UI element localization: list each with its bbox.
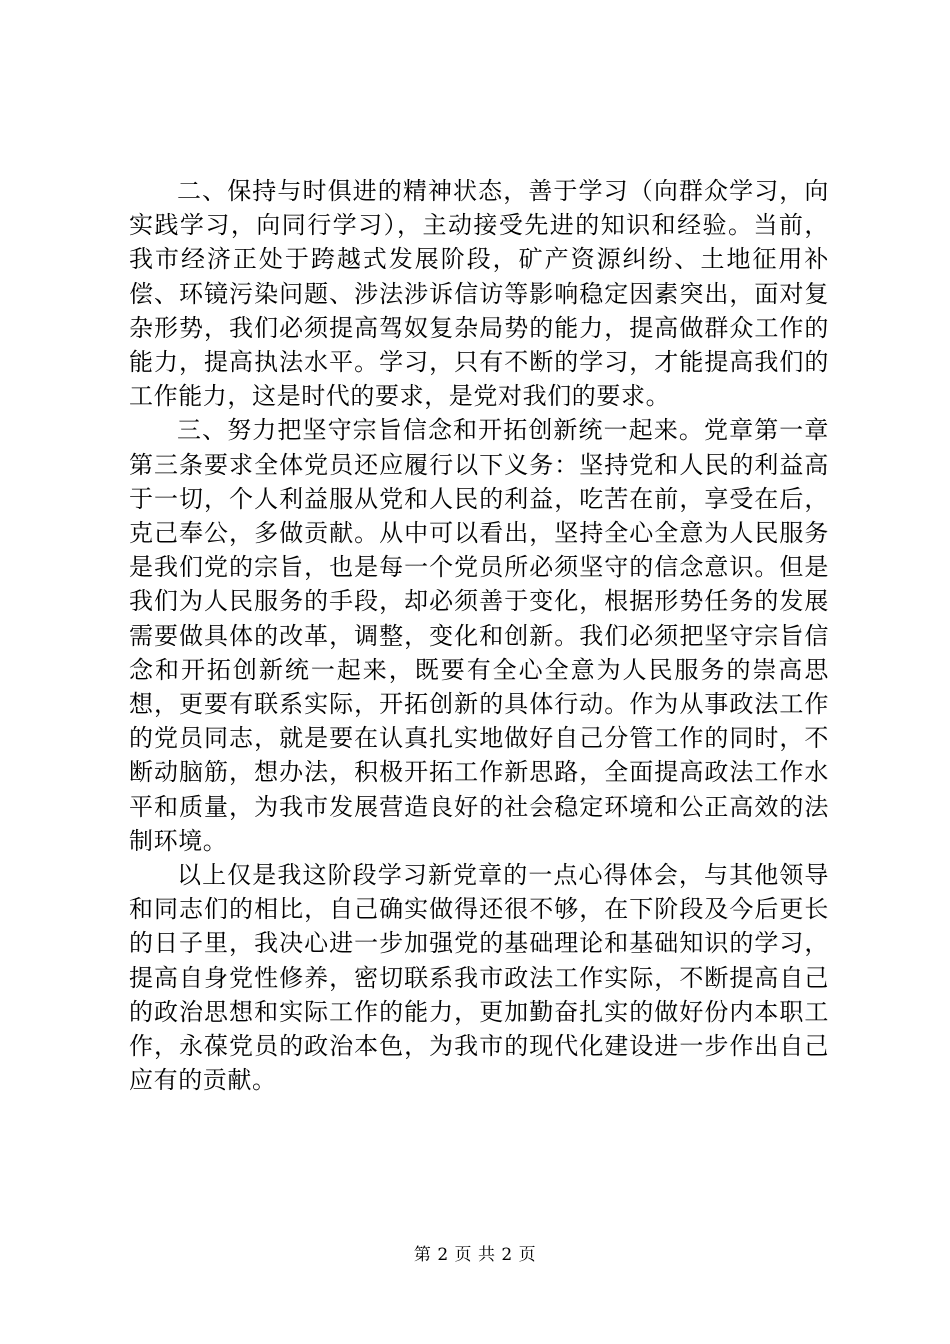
paragraph-learning: 二、保持与时俱进的精神状态，善于学习（向群众学习，向实践学习，向同行学习），主动接受先进的知识和经验。当前，我市经济正处于跨越式发展阶段，矿产资源纠纷、土地征用补偿、环镜污染问题、涉法涉诉信访等影响稳定因素突出，面对复杂形势，我们必须提高驾奴复杂局势的能力，提高做群众工作的能力，提高执法水平。学习，只有不断的学习，才能提高我们的工作能力，这是时代的要求，是党对我们的要求。 — [129, 177, 829, 411]
page-footer: 第 2 页 共 2 页 — [413, 1245, 537, 1265]
paragraph-innovation: 三、努力把坚守宗旨信念和开拓创新统一起来。党章第一章第三条要求全体党员还应履行以下义务：坚持党和人民的利益高于一切，个人利益服从党和人民的利益，吃苦在前，享受在后，克己奉公，多做贡献。从中可以看出，坚持全心全意为人民服务是我们党的宗旨，也是每一个党员所必须坚守的信念意识。但是我们为人民服务的手段，却必须善于变化，根据形势任务的发展需要做具体的改革，调整，变化和创新。我们必须把坚守宗旨信念和开拓创新统一起来，既要有全心全意为人民服务的崇高思想，更要有联系实际，开拓创新的具体行动。作为从事政法工作的党员同志，就是要在认真扎实地做好自己分管工作的同时，不断动脑筋，想办法，积极开拓工作新思路，全面提高政法工作水平和质量，为我市发展营造良好的社会稳定环境和公正高效的法制环境。 — [129, 416, 829, 855]
paragraph-conclusion: 以上仅是我这阶段学习新党章的一点心得体会，与其他领导和同志们的相比，自己确实做得还很不够，在下阶段及今后更长的日子里，我决心进一步加强党的基础理论和基础知识的学习，提高自身党性修养，密切联系我市政法工作实际，不断提高自己的政治思想和实际工作的能力，更加勤奋扎实的做好份内本职工作，永葆党员的政治本色，为我市的现代化建设进一步作出自己应有的贡献。 — [129, 861, 829, 1095]
document-body — [129, 174, 829, 1097]
